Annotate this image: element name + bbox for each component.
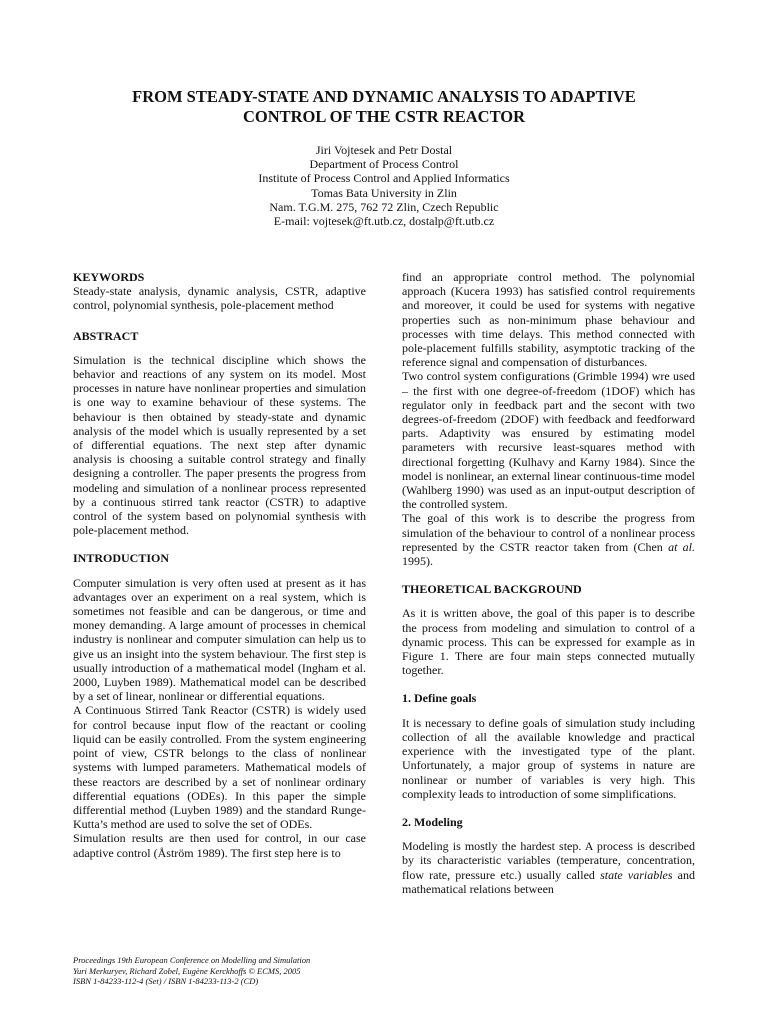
paper-title [60, 87, 708, 127]
control-method-paragraph: find an appropriate control method. The polynomial approach (Kucera 1993) has satisfied control requirements and moreover, it could be used for systems with negative properties such as non-minimum phase behaviour and processes with time delays. This method connected with pole-placement fulfills stability, asymptotic tracking of the reference signal and compensation of disturbances. [402, 270, 695, 370]
author-block [134, 143, 634, 228]
define-goals-heading: 1. Define goals [402, 691, 477, 706]
title-line-2: CONTROL OF THE CSTR REACTOR [242, 107, 526, 126]
footer-line-1: Proceedings 19th European Conference on Modelling and Simulation [73, 955, 311, 965]
introduction-paragraph-1: Computer simulation is very often used at present as it has advantages over an experiment on a real system, which is sometimes not feasible and can be dangerous, or time and money demanding. A large amount of processes in chemical industry is nonlinear and computer simulation can help us to give us an insight into the system behaviour. The first step is usually introduction of a mathematical model (Ingham et al. 2000, Luyben 1989). Mathematical model can be described by a set of linear, nonlinear or differential equations. [73, 575, 366, 704]
author-university: Tomas Bata University in Zlin [311, 185, 457, 200]
modeling-text: Modeling is mostly the hardest step. A process is described by its characteristic variables (temperature, concentration, flow rate, pressure etc.) usually called state variables and mathematical relations between [402, 839, 696, 896]
configurations-paragraph: Two control system configurations (Grimble 1994) wre used – the first with one degree-of-freedom (1DOF) which has regulator only in feedback part and the secont with two degrees-of-freedom (2DOF) with feedback and feedforward parts. Adaptivity was ensured by estimating model parameters with recursive least-squares method with directional forgetting (Kulhavy and Karny 1984). Since the model is nonlinear, an external linear continuous-time model (Wahlberg 1990) was used as an input-output description of the controlled system. [402, 369, 695, 512]
keywords-text: Steady-state analysis, dynamic analysis, CSTR, adaptive control, polynomial synthesis, pole-placement method [73, 284, 366, 313]
modeling-heading: 2. Modeling [402, 814, 463, 829]
abstract-heading: ABSTRACT [73, 328, 139, 343]
left-column [73, 270, 366, 860]
author-department: Department of Process Control [309, 157, 459, 172]
footer-line-2: Yuri Merkuryev, Richard Zobel, Eugène Kerckhoffs © ECMS, 2005 [73, 965, 301, 976]
author-institute: Institute of Process Control and Applied Informatics [258, 171, 510, 186]
title-line-1: FROM STEADY-STATE AND DYNAMIC ANALYSIS TO ADAPTIVE [132, 87, 636, 106]
proceedings-footer [73, 955, 393, 987]
introduction-paragraph-2: A Continuous Stirred Tank Reactor (CSTR) is widely used for control because input flow of the reactant or cooling liquid can be easily controlled. From the system engineering point of view, CSTR belongs to the class of nonlinear systems with lumped parameters. Mathematical models of these reactors are described by a set of nonlinear ordinary differential equations (ODEs). In this paper the simple differential method (Luyben 1989) and the standard Runge-Kutta’s method are used to solve the set of ODEs. [73, 703, 366, 832]
author-email: E-mail: vojtesek@ft.utb.cz, dostalp@ft.utb.cz [273, 214, 495, 229]
abstract-text: Simulation is the technical discipline which shows the behavior and reactions of any system on its model. Most processes in nature have nonlinear properties and simulation is one way to examine behaviour of these systems. The behaviour is then obtained by steady-state and dynamic analysis of the model which is usually represented by a set of differential equations. The next step after dynamic analysis is choosing a suitable control strategy and finally designing a controller. The paper presents the progress from modeling and simulation of a nonlinear process represented by a continuous stirred tank reactor (CSTR) to adaptive control of the system based on polynomial synthesis with pole-placement method. [73, 352, 366, 538]
goal-paragraph: The goal of this work is to describe the progress from simulation of the behaviour to control of a nonlinear process represented by the CSTR reactor taken from (Chen at al. 1995). [402, 511, 695, 569]
author-address: Nam. T.G.M. 275, 762 72 Zlin, Czech Republic [269, 199, 499, 214]
introduction-heading: INTRODUCTION [73, 551, 170, 566]
author-names: Jiri Vojtesek and Petr Dostal [315, 143, 453, 157]
introduction-paragraph-3: Simulation results are then used for control, in our case adaptive control (Åström 1989). The first step here is to [73, 831, 366, 860]
footer-line-3: ISBN 1-84233-112-4 (Set) / ISBN 1-84233-113-2 (CD) [73, 976, 259, 986]
theoretical-background-text: As it is written above, the goal of this paper is to describe the process from modeling and simulation to control of a dynamic process. This can be expressed for example as in Figure 1. There are four main steps connected mutually together. [402, 606, 695, 678]
define-goals-text: It is necessary to define goals of simulation study including collection of all the available knowledge and practical experience with the investigated type of the plant. Unfortunately, a major group of systems in nature are nonlinear or number of variables is very high. This complexity leads to introduction of some simplifications. [402, 715, 695, 801]
keywords-heading: KEYWORDS [73, 270, 145, 284]
right-column [402, 270, 695, 896]
theoretical-background-heading: THEORETICAL BACKGROUND [402, 582, 582, 597]
